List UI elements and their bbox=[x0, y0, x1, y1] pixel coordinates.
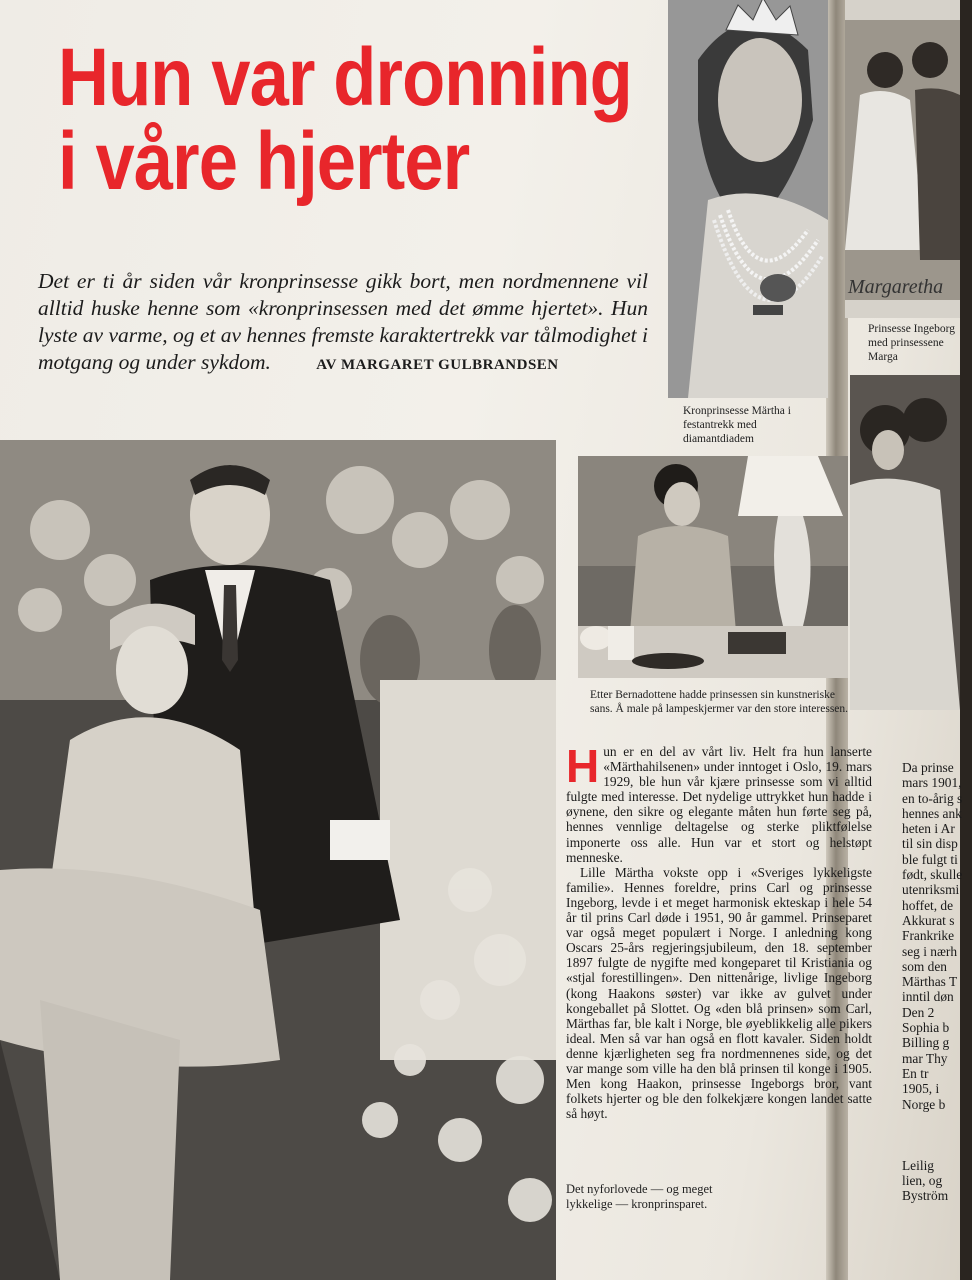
article-headline bbox=[58, 32, 632, 207]
next-page-line: utenriksmi bbox=[902, 882, 960, 898]
article-byline: AV MARGARET GULBRANDSEN bbox=[316, 357, 559, 373]
next-page-line: ble fulgt ti bbox=[902, 851, 958, 867]
next-page-line: heten i Ar bbox=[902, 821, 955, 837]
next-page-line: en to-årig s bbox=[902, 790, 963, 806]
next-page-column bbox=[902, 760, 972, 1204]
childhood-caption: Prinsesse Ingeborg med prinsessene Marga bbox=[868, 323, 955, 363]
lede-text: Det er ti år siden vår kronprinsesse gikk bort, men nordmennene vil alltid huske henne som «kronprinsessen med det ømme hjertet». Hun lyste av varme, og et av hennes fremste karaktertrekk var tålmodighet i motgang og under sykdom. bbox=[38, 269, 648, 374]
couple-photo bbox=[0, 440, 556, 1280]
next-page-line: Leilig bbox=[902, 1157, 934, 1173]
body-paragraph-1-text: un er en del av vårt liv. Helt fra hun lanserte «Märthahilsenen» under inntoget i Oslo, 19. mars 1929, ble hun vår kjære prinsesse som vi alltid fulgte med interesse. Det nydelige uttrykket hun hadde i øynene, den sikre og elegante måten hun førte seg på, hennes vennlige deltagelse og sterke pliktfølelse imponerte oss alle. Hun var et stort og helstøpt menneske. bbox=[566, 744, 872, 865]
next-page-line: mars 1901, bbox=[902, 775, 962, 791]
article-body bbox=[566, 740, 872, 1172]
next-page-line: Sophia b bbox=[902, 1020, 950, 1036]
portrait-photo bbox=[668, 0, 828, 398]
body-paragraph-2: Lille Märtha vokste opp i «Sveriges lykkeligste familie». Hennes foreldre, prins Carl og prinsesse Ingeborg, levde i et meget harmonisk ekteskap i hele 54 år til prins Carl døde i 1951, 90 år gammel. Prinseparet var også meget populært i Norge. I anledning kong Oscars 25-års regjeringsjubileum, den 18. september 1897 fulgte de nygifte med kongeparet til Kristiania og «stjal forestillingen». Den nittenårige, livlige Ingeborg (kong Haakons søster) var ikke av gulvet under kongeballet på Slottet. Og «den blå prinsen» som Carl, Märthas far, ble kalt i Norge, ble øyeblikkelig alle pikers ideal. Men så var han også en flott kavaler. Siden holdt denne kjærligheten seg fra nordmennenes side, og det var mange som ville ha den blå prinsen til konge i 1905. Men kong Haakon, prinsesse Ingeborgs bror, vant folkets hjerter og ble den folkekjære kongen landet satte så høyt. bbox=[566, 864, 872, 1122]
couple-caption: Det nyforlovede — og meget lykkelige — kronprinsparet. bbox=[566, 1182, 713, 1211]
next-page-line: Da prinse bbox=[902, 760, 954, 775]
next-page-line: født, skulle bbox=[902, 867, 963, 883]
next-page-line: En tr bbox=[902, 1065, 929, 1081]
next-page-line: mar Thy bbox=[902, 1050, 948, 1066]
childhood-photo bbox=[845, 0, 960, 318]
next-page-line bbox=[902, 1127, 972, 1142]
portrait-caption: Kronprinsesse Märtha i festantrekk med diamantdiadem bbox=[683, 405, 791, 445]
next-page-line bbox=[902, 1112, 972, 1127]
body-paragraph-1 bbox=[566, 740, 872, 865]
painting-caption: Etter Bernadottene hadde prinsessen sin kunstneriske sans. Å male på lampeskjermer var den store interessen. bbox=[590, 689, 849, 715]
next-page-line: Norge b bbox=[902, 1096, 946, 1112]
nurse-photo bbox=[850, 375, 960, 710]
next-page-line: Frankrike bbox=[902, 928, 955, 944]
headline-line-2: i våre hjerter bbox=[58, 116, 470, 207]
article-lede bbox=[38, 268, 648, 379]
next-page-line: Billing g bbox=[902, 1035, 950, 1051]
next-page-line: seg i nærh bbox=[902, 943, 958, 959]
next-page-line bbox=[902, 1142, 972, 1157]
next-page-line: Byström bbox=[902, 1188, 949, 1204]
next-page-line: hennes ank bbox=[902, 805, 962, 821]
painting-photo bbox=[578, 456, 848, 678]
headline-line-1: Hun var dronning bbox=[58, 32, 632, 123]
next-page-line: Den 2 bbox=[902, 1004, 935, 1020]
next-page-line: inntil døn bbox=[902, 989, 954, 1005]
next-page-line: som den bbox=[902, 958, 948, 974]
next-page-line: Akkurat s bbox=[902, 912, 955, 928]
next-page-line: lien, og bbox=[902, 1173, 943, 1189]
next-page-line: 1905, i bbox=[902, 1081, 940, 1097]
dropcap: H bbox=[566, 740, 600, 792]
next-page-line: Märthas T bbox=[902, 974, 958, 990]
childhood-signature: Margaretha bbox=[848, 276, 944, 298]
next-page-line: til sin disp bbox=[902, 836, 958, 852]
next-page-line: hoffet, de bbox=[902, 897, 954, 913]
